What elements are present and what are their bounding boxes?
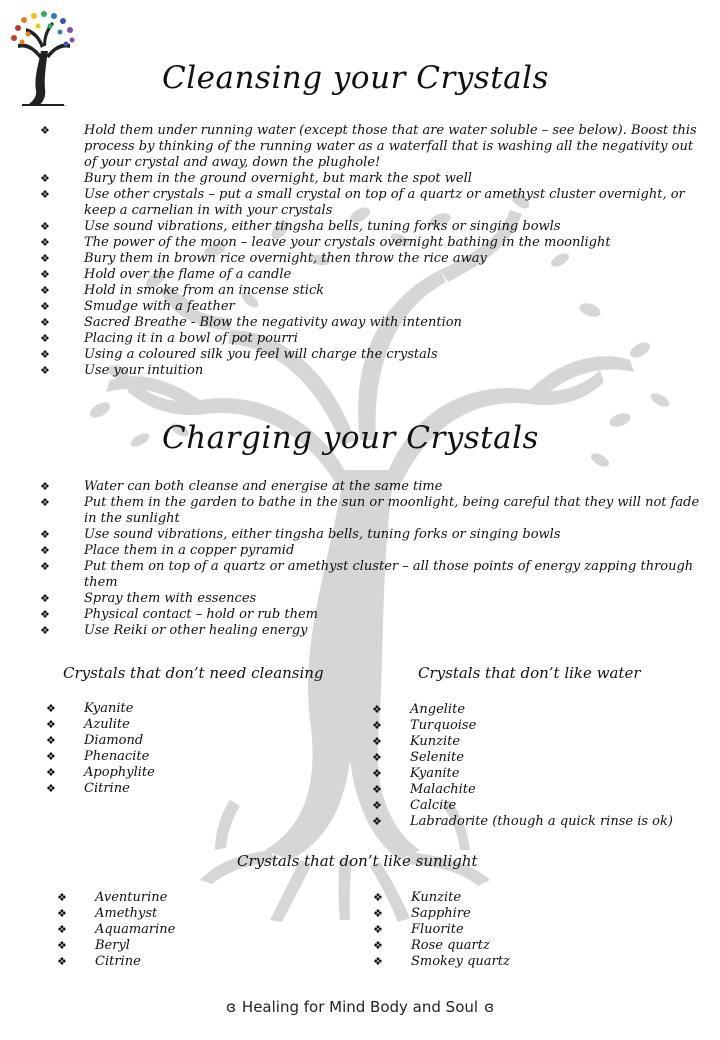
no-cleansing-list — [46, 701, 326, 797]
list-item — [40, 171, 700, 187]
list-item — [40, 623, 700, 639]
list-item-text: Smudge with a feather — [84, 299, 235, 314]
diamond-bullet-icon: ❖ — [40, 268, 50, 281]
diamond-bullet-icon: ❖ — [57, 891, 67, 904]
list-item-text: Phenacite — [84, 749, 150, 764]
list-item — [46, 781, 326, 797]
diamond-bullet-icon: ❖ — [372, 751, 382, 764]
list-item — [40, 479, 700, 495]
diamond-bullet-icon: ❖ — [46, 734, 56, 747]
list-item-text: Citrine — [95, 954, 141, 969]
list-item — [40, 331, 700, 347]
list-item — [372, 766, 702, 782]
charging-list — [40, 479, 700, 639]
list-item — [40, 315, 700, 331]
list-item-text: Apophylite — [84, 765, 155, 780]
swirl-icon: ɞ — [225, 998, 236, 1016]
no-sunlight-right-list — [373, 890, 633, 970]
list-item — [373, 906, 633, 922]
diamond-bullet-icon: ❖ — [40, 332, 50, 345]
list-item — [40, 235, 700, 251]
list-item — [40, 495, 700, 527]
list-item-text: Calcite — [410, 798, 457, 813]
footer — [0, 998, 720, 1016]
diamond-bullet-icon: ❖ — [40, 480, 50, 493]
diamond-bullet-icon: ❖ — [40, 608, 50, 621]
list-item — [40, 283, 700, 299]
diamond-bullet-icon: ❖ — [372, 815, 382, 828]
diamond-bullet-icon: ❖ — [373, 955, 383, 968]
list-item — [372, 814, 702, 830]
diamond-bullet-icon: ❖ — [40, 592, 50, 605]
list-item — [46, 717, 326, 733]
no-cleansing-heading: Crystals that don’t need cleansing — [63, 664, 324, 682]
list-item-text: Use Reiki or other healing energy — [84, 623, 308, 638]
no-water-list — [372, 702, 702, 830]
diamond-bullet-icon: ❖ — [372, 703, 382, 716]
list-item — [373, 922, 633, 938]
list-item — [40, 559, 700, 591]
list-item — [40, 123, 700, 171]
list-item — [46, 749, 326, 765]
list-item — [40, 363, 700, 379]
diamond-bullet-icon: ❖ — [373, 891, 383, 904]
diamond-bullet-icon: ❖ — [40, 172, 50, 185]
list-item — [40, 607, 700, 623]
list-item-text: Selenite — [410, 750, 464, 765]
list-item — [372, 734, 702, 750]
list-item-text: Beryl — [95, 938, 130, 953]
diamond-bullet-icon: ❖ — [40, 496, 50, 509]
list-item-text: Kunzite — [411, 890, 462, 905]
list-item-text: Aventurine — [95, 890, 168, 905]
diamond-bullet-icon: ❖ — [57, 939, 67, 952]
diamond-bullet-icon: ❖ — [40, 284, 50, 297]
diamond-bullet-icon: ❖ — [373, 907, 383, 920]
diamond-bullet-icon: ❖ — [372, 735, 382, 748]
diamond-bullet-icon: ❖ — [40, 560, 50, 573]
list-item-text: Water can both cleanse and energise at the same time — [84, 479, 443, 494]
no-water-heading: Crystals that don’t like water — [418, 664, 641, 682]
list-item-text: Citrine — [84, 781, 130, 796]
diamond-bullet-icon: ❖ — [46, 718, 56, 731]
list-item — [40, 347, 700, 363]
list-item — [373, 954, 633, 970]
list-item-text: Use sound vibrations, either tingsha bells, tuning forks or singing bowls — [84, 219, 561, 234]
list-item — [372, 798, 702, 814]
list-item-text: Smokey quartz — [411, 954, 510, 969]
diamond-bullet-icon: ❖ — [40, 124, 50, 137]
footer-text: Healing for Mind Body and Soul — [241, 998, 479, 1016]
diamond-bullet-icon: ❖ — [40, 300, 50, 313]
diamond-bullet-icon: ❖ — [372, 783, 382, 796]
list-item — [57, 938, 317, 954]
list-item-text: Angelite — [410, 702, 466, 717]
list-item-text: Bury them in brown rice overnight, then throw the rice away — [84, 251, 487, 266]
diamond-bullet-icon: ❖ — [40, 348, 50, 361]
list-item-text: Turquoise — [410, 718, 477, 733]
diamond-bullet-icon: ❖ — [40, 364, 50, 377]
list-item — [57, 890, 317, 906]
list-item — [57, 906, 317, 922]
list-item — [40, 187, 700, 219]
list-item-text: Hold them under running water (except those that are water soluble – see below). Boost this process by thinking of the running water as a waterfall that is washing all the negativity out of your crystal and away, down the plughole! — [84, 123, 697, 170]
list-item-text: Rose quartz — [411, 938, 490, 953]
diamond-bullet-icon: ❖ — [372, 799, 382, 812]
list-item-text: Use sound vibrations, either tingsha bells, tuning forks or singing bowls — [84, 527, 561, 542]
diamond-bullet-icon: ❖ — [46, 766, 56, 779]
charging-title: Charging your Crystals — [162, 420, 539, 456]
cleansing-list — [40, 123, 700, 379]
diamond-bullet-icon: ❖ — [372, 719, 382, 732]
list-item — [372, 702, 702, 718]
list-item — [40, 267, 700, 283]
diamond-bullet-icon: ❖ — [40, 544, 50, 557]
list-item — [40, 251, 700, 267]
list-item-text: Kyanite — [410, 766, 460, 781]
list-item-text: The power of the moon – leave your crystals overnight bathing in the moonlight — [84, 235, 611, 250]
cleansing-title: Cleansing your Crystals — [162, 60, 549, 96]
list-item-text: Labradorite (though a quick rinse is ok) — [410, 814, 673, 829]
swirl-icon: ɞ — [484, 998, 495, 1016]
list-item — [40, 543, 700, 559]
list-item-text: Hold over the flame of a candle — [84, 267, 292, 282]
list-item-text: Use other crystals – put a small crystal on top of a quartz or amethyst cluster overnight, or keep a carnelian in with your crystals — [84, 187, 685, 218]
list-item — [46, 733, 326, 749]
list-item — [57, 922, 317, 938]
list-item-text: Put them on top of a quartz or amethyst cluster – all those points of energy zapping through them — [84, 559, 694, 590]
list-item-text: Kunzite — [410, 734, 461, 749]
list-item-text: Sapphire — [411, 906, 471, 921]
list-item-text: Placing it in a bowl of pot pourri — [84, 331, 298, 346]
list-item — [40, 299, 700, 315]
list-item — [40, 219, 700, 235]
list-item — [373, 890, 633, 906]
diamond-bullet-icon: ❖ — [40, 624, 50, 637]
diamond-bullet-icon: ❖ — [40, 220, 50, 233]
list-item-text: Aquamarine — [95, 922, 176, 937]
list-item-text: Place them in a copper pyramid — [84, 543, 295, 558]
list-item — [373, 938, 633, 954]
list-item — [40, 527, 700, 543]
diamond-bullet-icon: ❖ — [46, 782, 56, 795]
diamond-bullet-icon: ❖ — [57, 907, 67, 920]
list-item-text: Malachite — [410, 782, 476, 797]
list-item — [372, 750, 702, 766]
list-item-text: Sacred Breathe - Blow the negativity away with intention — [84, 315, 462, 330]
list-item — [40, 591, 700, 607]
diamond-bullet-icon: ❖ — [372, 767, 382, 780]
list-item-text: Diamond — [84, 733, 144, 748]
list-item-text: Using a coloured silk you feel will charge the crystals — [84, 347, 438, 362]
diamond-bullet-icon: ❖ — [40, 252, 50, 265]
diamond-bullet-icon: ❖ — [40, 236, 50, 249]
list-item-text: Spray them with essences — [84, 591, 257, 606]
list-item-text: Bury them in the ground overnight, but mark the spot well — [84, 171, 472, 186]
diamond-bullet-icon: ❖ — [46, 750, 56, 763]
diamond-bullet-icon: ❖ — [373, 939, 383, 952]
diamond-bullet-icon: ❖ — [40, 188, 50, 201]
diamond-bullet-icon: ❖ — [57, 923, 67, 936]
list-item-text: Azulite — [84, 717, 130, 732]
diamond-bullet-icon: ❖ — [373, 923, 383, 936]
list-item-text: Physical contact – hold or rub them — [84, 607, 318, 622]
diamond-bullet-icon: ❖ — [46, 702, 56, 715]
diamond-bullet-icon: ❖ — [57, 955, 67, 968]
list-item — [46, 701, 326, 717]
list-item-text: Kyanite — [84, 701, 134, 716]
diamond-bullet-icon: ❖ — [40, 316, 50, 329]
diamond-bullet-icon: ❖ — [40, 528, 50, 541]
chakra-tree-logo-icon — [8, 6, 78, 106]
list-item-text: Hold in smoke from an incense stick — [84, 283, 325, 298]
list-item-text: Amethyst — [95, 906, 158, 921]
list-item — [57, 954, 317, 970]
list-item-text: Put them in the garden to bathe in the sun or moonlight, being careful that they will not fade in the sunlight — [84, 495, 700, 526]
list-item — [372, 718, 702, 734]
no-sunlight-heading: Crystals that don’t like sunlight — [237, 852, 478, 870]
list-item — [46, 765, 326, 781]
list-item — [372, 782, 702, 798]
no-sunlight-left-list — [57, 890, 317, 970]
list-item-text: Fluorite — [411, 922, 464, 937]
list-item-text: Use your intuition — [84, 363, 204, 378]
